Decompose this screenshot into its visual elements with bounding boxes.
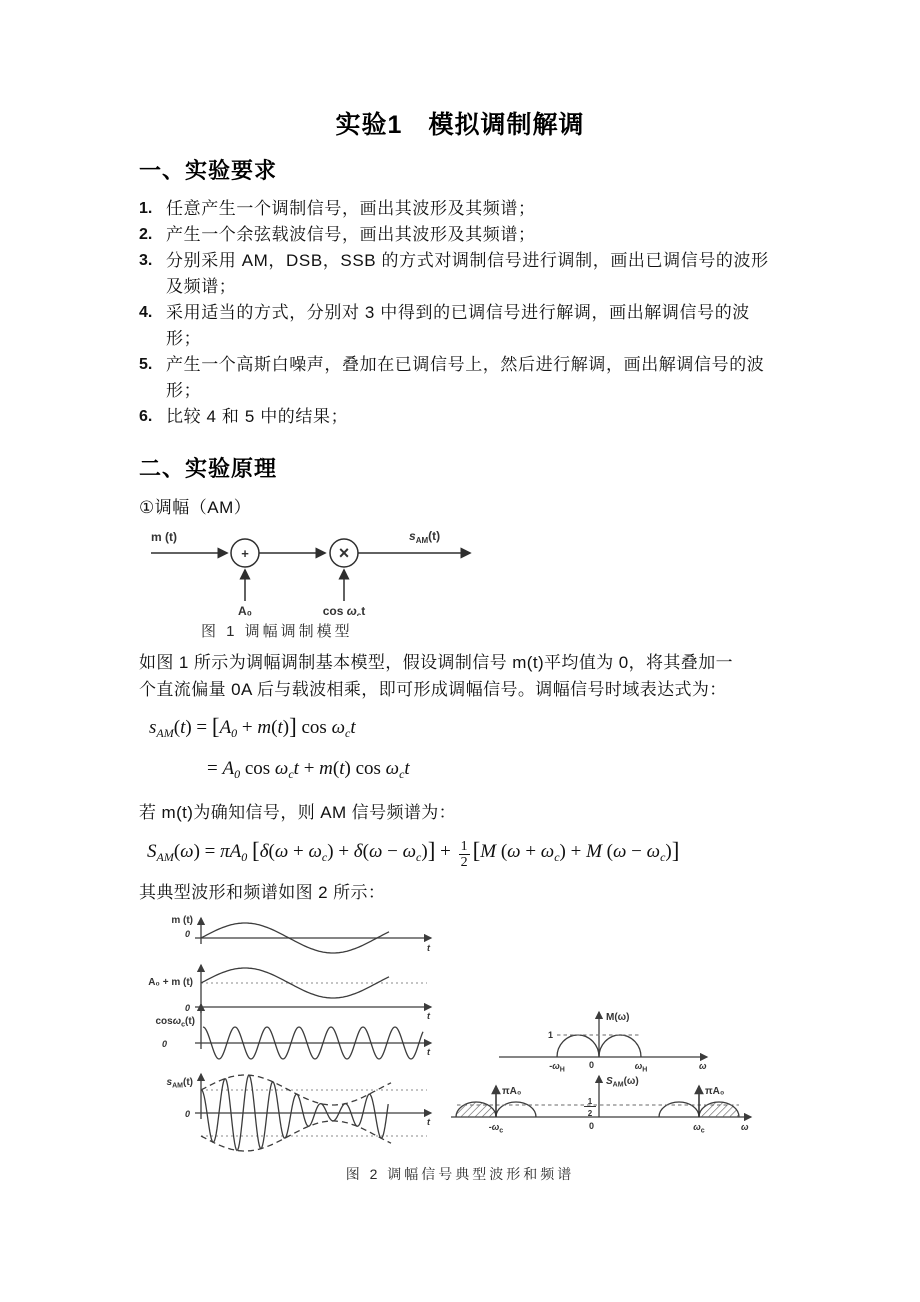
list-item-number: 3. xyxy=(139,252,153,269)
mw-title-label: M(ω) xyxy=(606,1012,630,1023)
list-item-text: 产生一个余弦载波信号，画出其波形及其频谱； xyxy=(166,225,536,244)
figure1-caption: 图 1 调幅调制模型 xyxy=(201,623,353,640)
svg-text:2: 2 xyxy=(587,1109,593,1118)
spectrum-mw-panel xyxy=(499,1012,707,1074)
mw-one-label: 1 xyxy=(547,1030,553,1040)
sam-half-fraction xyxy=(584,1097,596,1118)
list-item xyxy=(139,352,781,404)
paragraph-line: 个直流偏量 0A 后与载波相乘，即可形成调幅信号。调幅信号时域表达式为： xyxy=(139,680,727,699)
list-item xyxy=(139,300,781,352)
list-item xyxy=(139,222,781,248)
sam-zero-label: 0 xyxy=(184,1109,190,1119)
section-heading-requirements: 一、实验要求 xyxy=(139,158,278,183)
sam-wc-label: $\omega_c$ xyxy=(693,1122,705,1135)
a0mt-axis-label: A₀ + m (t) xyxy=(148,977,193,988)
list-item-text: 采用适当的方式，分别对 3 中得到的已调信号进行解调，画出解调信号的波形； xyxy=(166,303,750,348)
list-item-number: 6. xyxy=(139,408,153,425)
list-item-number: 2. xyxy=(139,226,153,243)
formula-am-spectrum: $S_{AM}(\omega) = \pi A_0$ $[\delta(\omega + \omega_c) + \delta(\omega - \omega_c)]$ + $\frac{1}{2}$ [M $(\omega + \omega_c) + M$ $(\omega - \omega_c)$] xyxy=(147,838,680,870)
formula-am-time-1: $s_{AM}(t) = [A_0 + m(t)]$ $\cos \omega_ct$ xyxy=(149,714,356,740)
paragraph-line: 若 m(t)为确知信号，则 AM 信号频谱为： xyxy=(139,803,457,822)
fig1-output-label: $s_{AM}(t)$ xyxy=(409,529,441,545)
multiplier-times-icon: × xyxy=(338,543,350,563)
a0mt-zero-label: 0 xyxy=(184,1003,190,1013)
fig1-carrier-label: $\cos \omega_ct$ xyxy=(322,604,366,616)
list-item xyxy=(139,196,781,222)
list-item-text: 比较 4 和 5 中的结果； xyxy=(166,407,349,426)
list-item xyxy=(139,248,781,300)
doc-title: 实验1 模拟调制解调 xyxy=(335,111,585,139)
mw-w-label: ω xyxy=(699,1061,707,1071)
list-item-number: 4. xyxy=(139,304,153,321)
adder-plus-icon: + xyxy=(241,546,249,561)
carrier-axis-label: cosω$_c$(t) xyxy=(155,1016,195,1029)
a0mt-t-label: t xyxy=(427,1011,430,1021)
paragraph-line: 其典型波形和频谱如图 2 所示： xyxy=(139,883,386,902)
svg-text:1: 1 xyxy=(587,1097,593,1106)
sam-spec-title-label: $S_{AM}(\omega)$ xyxy=(606,1076,639,1089)
document-content xyxy=(139,110,781,1185)
mw-negwh-label: $-\omega_H$ xyxy=(549,1061,565,1074)
figure1-am-model xyxy=(139,524,781,643)
mw-wh-label: $\omega_H$ xyxy=(634,1061,648,1074)
waveform-carrier-panel xyxy=(156,1004,432,1059)
paragraph-line: 如图 1 所示为调幅调制基本模型，假设调制信号 m(t)平均值为 0，将其叠加一 xyxy=(139,653,734,672)
figure2-diagram xyxy=(139,908,879,1158)
waveform-a0mt-panel xyxy=(148,965,431,1021)
spectrum-sam-panel xyxy=(451,1076,751,1135)
list-item xyxy=(139,404,781,430)
sam-axis-label: $s_{AM}(t)$ xyxy=(166,1077,193,1090)
waveform-sam-panel xyxy=(167,1074,431,1151)
carrier-t-label: t xyxy=(427,1047,430,1057)
mw-zero-label: 0 xyxy=(588,1060,594,1070)
sam-w-label: ω xyxy=(741,1122,749,1132)
mt-zero-label: 0 xyxy=(184,929,190,939)
sam-negwc-label: $-\omega_c$ xyxy=(488,1122,504,1135)
sam-impulse-right-label: πA₀ xyxy=(705,1086,725,1097)
sam-t-label: t xyxy=(427,1117,430,1127)
fig1-input-label: m (t) xyxy=(151,530,177,544)
mt-t-label: t xyxy=(427,943,430,953)
sam-zero-axis-label: 0 xyxy=(588,1121,594,1131)
waveform-mt-panel xyxy=(171,915,431,953)
formula-am-time-2: = $A_0$ $\cos \omega_ct + m(t)$ $\cos \omega_ct$ xyxy=(207,758,410,781)
mt-axis-label: m (t) xyxy=(171,915,193,926)
list-item-text: 产生一个高斯白噪声，叠加在已调信号上，然后进行解调，画出解调信号的波形； xyxy=(166,355,765,400)
sam-impulse-left-label: πA₀ xyxy=(502,1086,522,1097)
fig1-dc-label: A₀ xyxy=(237,604,253,616)
figure2-caption: 图 2 调幅信号典型波形和频谱 xyxy=(345,1166,575,1182)
list-item-number: 1. xyxy=(139,200,153,217)
figure1-diagram xyxy=(139,524,489,616)
subsection-am: ①调幅（AM） xyxy=(139,498,252,517)
section-heading-principle: 二、实验原理 xyxy=(139,456,278,481)
carrier-zero-label: 0 xyxy=(161,1039,167,1049)
requirements-list xyxy=(139,196,781,430)
list-item-text: 任意产生一个调制信号，画出其波形及其频谱； xyxy=(166,199,536,218)
figure2-am-waveforms xyxy=(139,908,781,1185)
list-item-number: 5. xyxy=(139,356,153,373)
list-item-text: 分别采用 AM，DSB，SSB 的方式对调制信号进行调制，画出已调信号的波形及频谱； xyxy=(166,251,769,296)
